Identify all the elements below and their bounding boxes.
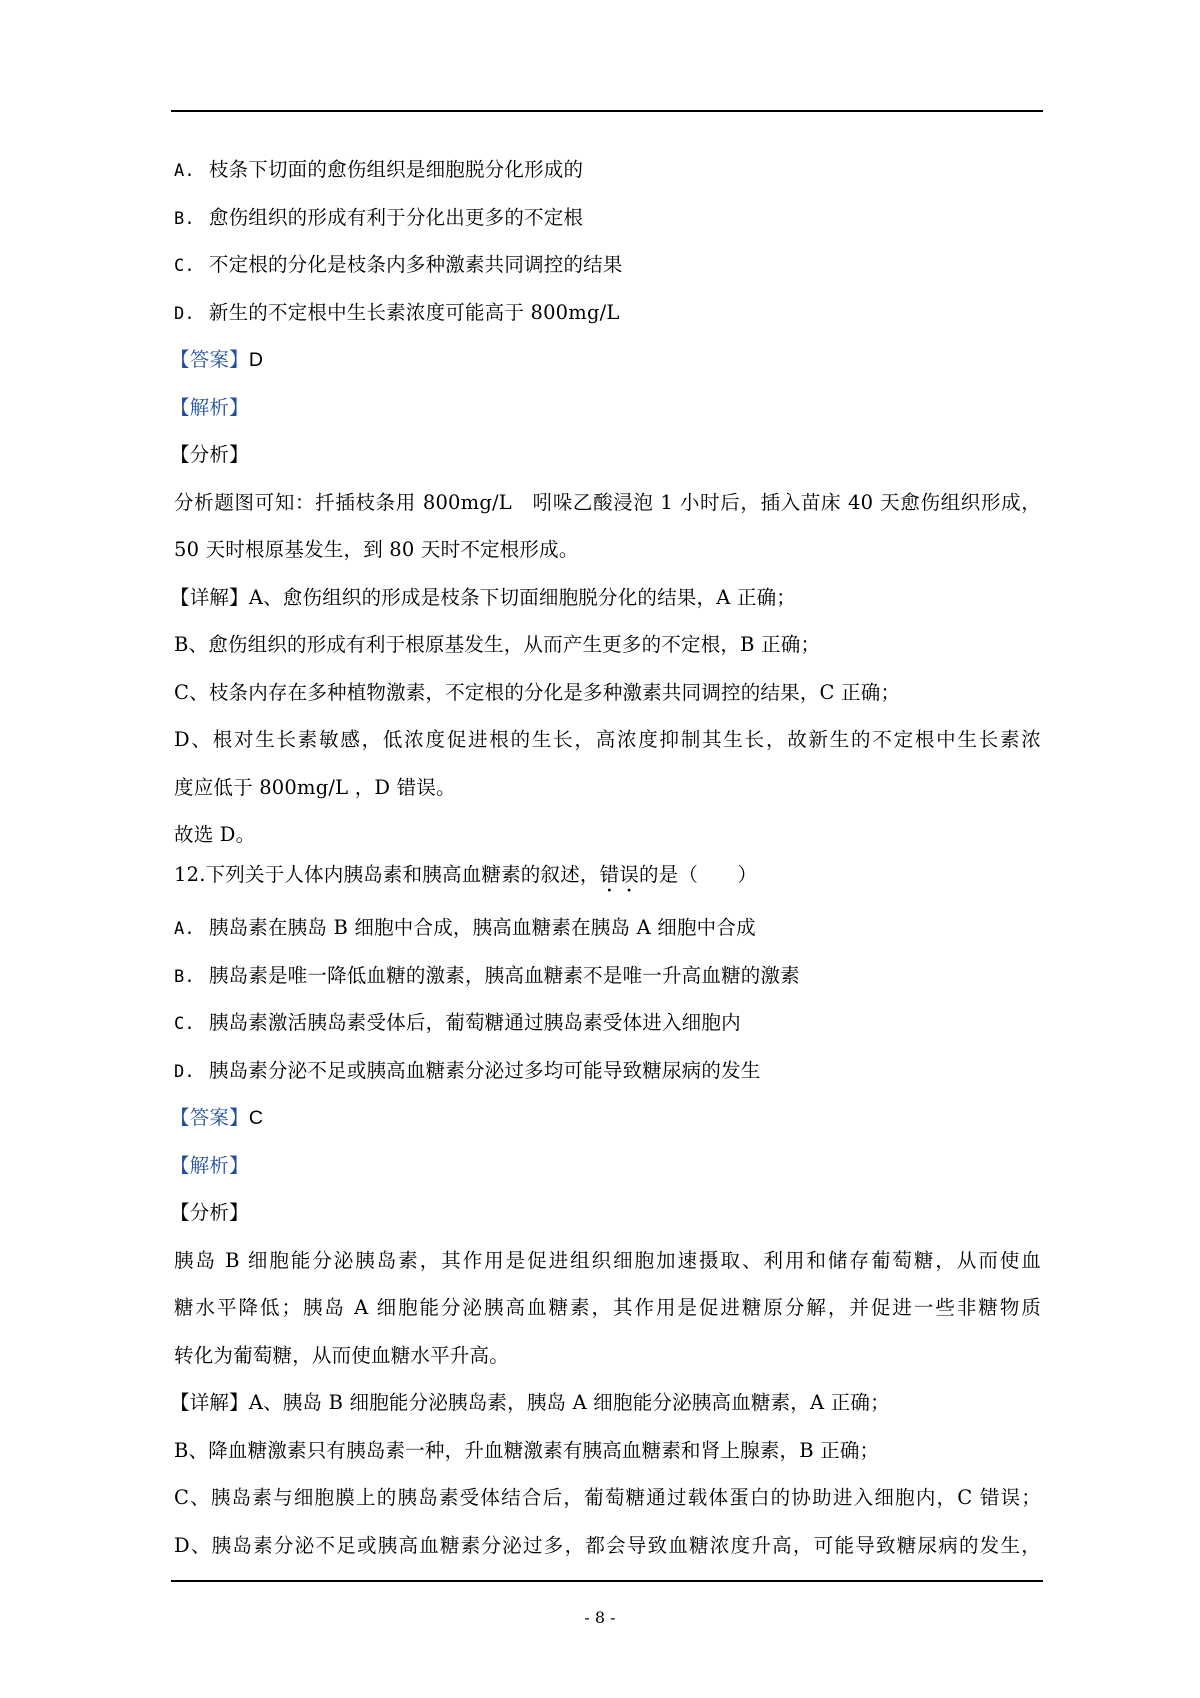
q12-option-c: C. 胰岛素激活胰岛素受体后，葡萄糖通过胰岛素受体进入细胞内	[174, 1011, 741, 1034]
q11-answer: 【答案】D	[170, 348, 264, 371]
q11-detail-a: 【详解】A、愈伤组织的形成是枝条下切面细胞脱分化的结果，A 正确；	[170, 586, 796, 609]
q12-fenxi-text-1: 胰岛 B 细胞能分泌胰岛素，其作用是促进组织细胞加速摄取、利用和储存葡萄糖，从而使血	[174, 1249, 1041, 1272]
q11-fenxi-label: 【分析】	[170, 443, 249, 466]
q11-fenxi-text-1: 分析题图可知：扦插枝条用 800mg/L 吲哚乙酸浸泡 1 小时后，插入苗床 40 天愈伤组织形成，	[174, 491, 1041, 514]
page-number: - 8 -	[584, 1608, 616, 1627]
q11-conclusion: 故选 D。	[174, 823, 256, 846]
q11-analysis-label: 【解析】	[170, 396, 249, 419]
q12-stem: 12.下列关于人体内胰岛素和胰高血糖素的叙述，错误的是（ ）	[174, 863, 758, 886]
q11-option-a: A. 枝条下切面的愈伤组织是细胞脱分化形成的	[174, 158, 584, 181]
q12-option-d: D. 胰岛素分泌不足或胰高血糖素分泌过多均可能导致糖尿病的发生	[174, 1059, 761, 1082]
q12-fenxi-label: 【分析】	[170, 1201, 249, 1224]
q12-fenxi-text-2: 糖水平降低；胰岛 A 细胞能分泌胰高血糖素，其作用是促进糖原分解，并促进一些非糖物质	[174, 1296, 1041, 1319]
q11-detail-d-1: D、根对生长素敏感，低浓度促进根的生长，高浓度抑制其生长，故新生的不定根中生长素浓	[174, 728, 1041, 751]
q11-fenxi-text-2: 50 天时根原基发生，到 80 天时不定根形成。	[174, 538, 579, 561]
q12-answer: 【答案】C	[170, 1106, 264, 1129]
q11-detail-b: B、愈伤组织的形成有利于根原基发生，从而产生更多的不定根，B 正确；	[174, 633, 821, 656]
q12-option-b: B. 胰岛素是唯一降低血糖的激素，胰高血糖素不是唯一升高血糖的激素	[174, 964, 800, 987]
q11-option-d: D. 新生的不定根中生长素浓度可能高于 800mg/L	[174, 301, 620, 324]
emphasis-dot: 误	[619, 863, 640, 886]
q12-analysis-label: 【解析】	[170, 1154, 249, 1177]
footer-rule	[171, 1580, 1043, 1582]
header-rule	[171, 110, 1043, 112]
q11-detail-c: C、枝条内存在多种植物激素，不定根的分化是多种激素共同调控的结果，C 正确；	[174, 681, 901, 704]
q12-detail-a: 【详解】A、胰岛 B 细胞能分泌胰岛素，胰岛 A 细胞能分泌胰高血糖素，A 正确；	[170, 1391, 890, 1414]
q12-option-a: A. 胰岛素在胰岛 B 细胞中合成，胰高血糖素在胰岛 A 细胞中合成	[174, 916, 756, 939]
q12-detail-b: B、降血糖激素只有胰岛素一种，升血糖激素有胰高血糖素和肾上腺素，B 正确；	[174, 1439, 880, 1462]
q11-detail-d-2: 度应低于 800mg/L ，D 错误。	[174, 776, 456, 799]
q12-detail-c: C、胰岛素与细胞膜上的胰岛素受体结合后，葡萄糖通过载体蛋白的协助进入细胞内，C 错误；	[174, 1486, 1041, 1509]
emphasis-dot: 错	[599, 863, 620, 886]
q12-fenxi-text-3: 转化为葡萄糖，从而使血糖水平升高。	[174, 1344, 509, 1367]
q11-option-c: C. 不定根的分化是枝条内多种激素共同调控的结果	[174, 253, 623, 276]
q12-detail-d-1: D、胰岛素分泌不足或胰高血糖素分泌过多，都会导致血糖浓度升高，可能导致糖尿病的发生，	[174, 1534, 1041, 1557]
q11-option-b: B. 愈伤组织的形成有利于分化出更多的不定根	[174, 206, 584, 229]
